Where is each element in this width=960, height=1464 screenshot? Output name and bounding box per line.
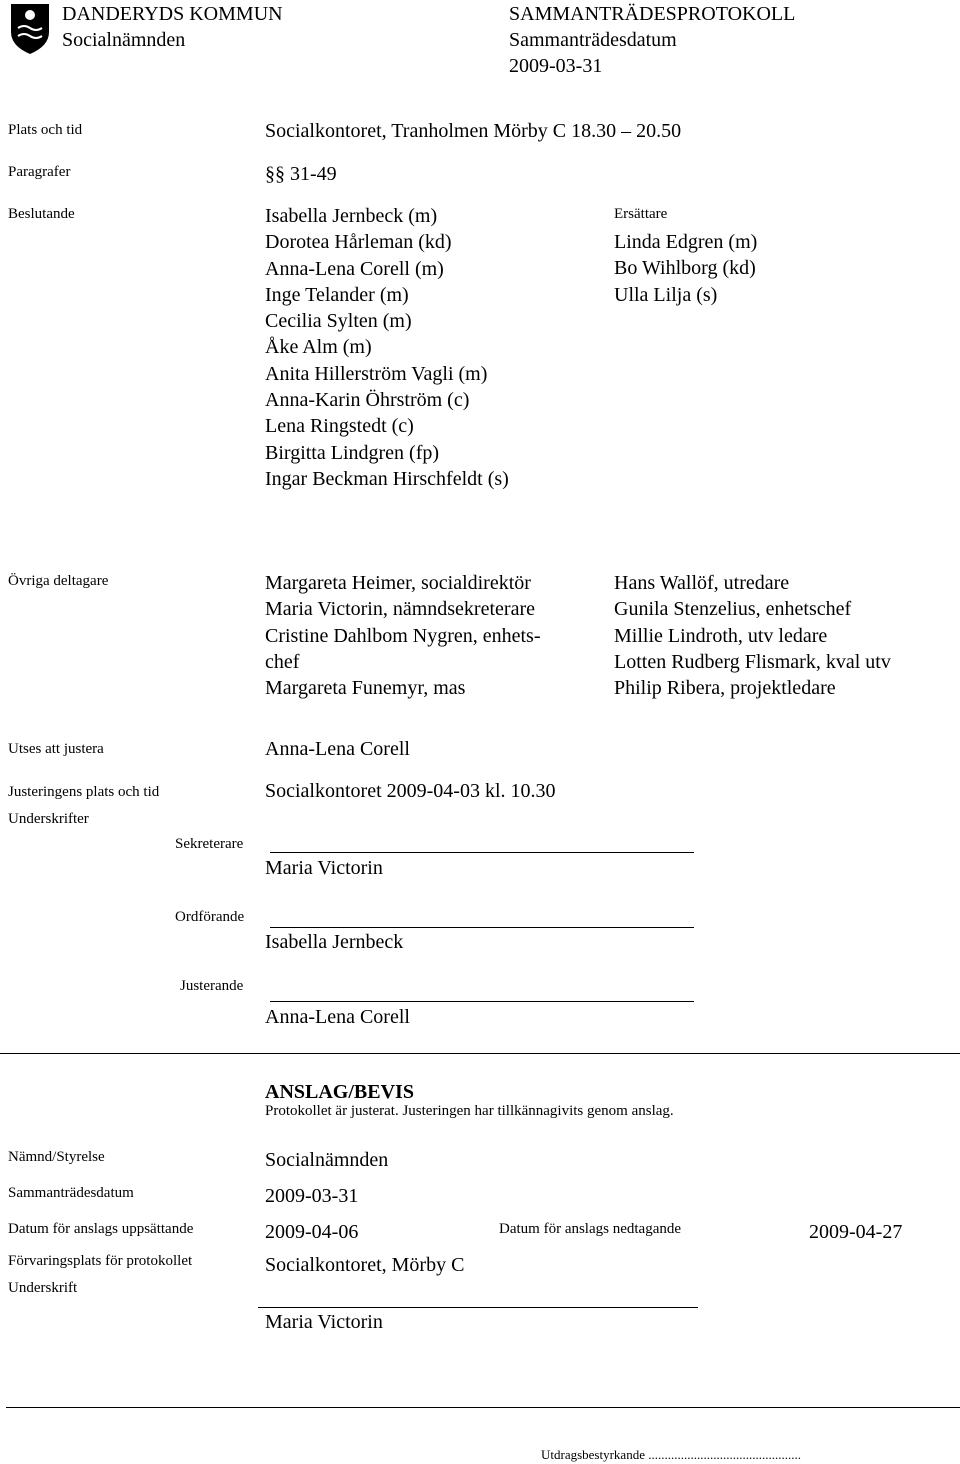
list-item: Birgitta Lindgren (fp) (265, 441, 440, 464)
list-item: Anna-Lena Corell (m) (265, 257, 444, 280)
notice-title: ANSLAG/BEVIS (265, 1081, 414, 1103)
signatures-label: Underskrifter (8, 811, 89, 827)
place-time-value: Socialkontoret, Tranholmen Mörby C 18.30 – 20.50 (265, 120, 682, 142)
notice-meeting-date-label: Sammanträdesdatum (8, 1185, 134, 1201)
removed-date-label: Datum för anslags nedtagande (499, 1221, 682, 1237)
adjustment-place-time-value: Socialkontoret 2009-04-03 kl. 10.30 (265, 780, 556, 802)
removed-date-value: 2009-04-27 (809, 1221, 903, 1243)
other-participants-left (265, 570, 541, 701)
adjuster-signature-line (270, 1001, 694, 1002)
extract-label: Utdragsbestyrkande (541, 1447, 645, 1462)
list-item: Millie Lindroth, utv ledare (614, 624, 828, 647)
list-item: Linda Edgren (m) (614, 231, 758, 253)
list-item: Cristine Dahlbom Nygren, enhets- (265, 624, 541, 647)
org-name: DANDERYDS KOMMUN (62, 3, 283, 25)
section-divider (0, 1053, 960, 1054)
notice-signature-line (258, 1307, 698, 1308)
board-label: Nämnd/Styrelse (8, 1149, 105, 1165)
list-item: Anna-Karin Öhrström (c) (265, 389, 470, 412)
storage-value: Socialkontoret, Mörby C (265, 1254, 465, 1276)
list-item: Gunila Stenzelius, enhetschef (614, 598, 852, 621)
secretary-label: Sekreterare (175, 836, 244, 852)
storage-label: Förvaringsplats för protokollet (8, 1253, 193, 1269)
paragraphs-label: Paragrafer (8, 164, 71, 180)
list-item: Dorotea Hårleman (kd) (265, 231, 452, 254)
posted-date-label: Datum för anslags uppsättande (8, 1221, 194, 1237)
adjustment-place-time-label: Justeringens plats och tid (8, 784, 160, 800)
list-item: Philip Ribera, projektledare (614, 677, 836, 700)
list-item: Anita Hillerström Vagli (m) (265, 362, 488, 385)
list-item: Hans Wallöf, utredare (614, 572, 790, 594)
notice-signature-label: Underskrift (8, 1280, 78, 1296)
place-time-label: Plats och tid (8, 122, 83, 138)
other-participants-label: Övriga deltagare (8, 573, 109, 589)
board-value: Socialnämnden (265, 1149, 389, 1171)
notice-text: Protokollet är justerat. Justeringen har tillkännagivits genom anslag. (265, 1103, 674, 1119)
list-item: Margareta Heimer, socialdirektör (265, 572, 531, 594)
list-item: Inge Telander (m) (265, 283, 409, 306)
adjuster-appointed-value: Anna-Lena Corell (265, 738, 410, 760)
chair-signature-line (270, 927, 694, 928)
list-item: Ingar Beckman Hirschfeldt (s) (265, 467, 509, 490)
secretary-signature-line (270, 852, 694, 853)
municipal-logo (10, 2, 50, 56)
chair-label: Ordförande (175, 909, 245, 925)
deciding-members-list (265, 203, 509, 492)
secretary-name: Maria Victorin (265, 857, 383, 879)
posted-date-value: 2009-04-06 (265, 1221, 359, 1243)
adjuster-appointed-label: Utses att justera (8, 741, 104, 757)
extract-certification (541, 1447, 801, 1463)
notice-meeting-date-value: 2009-03-31 (265, 1185, 359, 1207)
list-item: Cecilia Sylten (m) (265, 310, 412, 333)
list-item: Ulla Lilja (s) (614, 283, 718, 306)
list-item: Bo Wihlborg (kd) (614, 257, 756, 280)
document-type: SAMMANTRÄDESPROTOKOLL (509, 3, 796, 25)
adjuster-label: Justerande (180, 978, 244, 994)
substitutes-label: Ersättare (614, 206, 668, 222)
other-participants-right (614, 570, 891, 701)
paragraphs-value: §§ 31-49 (265, 163, 337, 185)
list-item: Lotten Rudberg Flismark, kval utv (614, 650, 891, 673)
footer-divider (6, 1407, 960, 1408)
notice-signature-name: Maria Victorin (265, 1311, 383, 1333)
list-item: Lena Ringstedt (c) (265, 415, 414, 438)
deciding-members-label: Beslutande (8, 206, 75, 222)
list-item: Åke Alm (m) (265, 336, 372, 359)
meeting-date: 2009-03-31 (509, 55, 603, 77)
adjuster-name: Anna-Lena Corell (265, 1006, 410, 1028)
list-item: Maria Victorin, nämndsekreterare (265, 598, 535, 621)
list-item: chef (265, 650, 300, 673)
list-item: Margareta Funemyr, mas (265, 677, 466, 700)
chair-name: Isabella Jernbeck (265, 931, 404, 953)
meeting-date-label: Sammanträdesdatum (509, 29, 677, 51)
substitutes-list (614, 229, 757, 308)
department-name: Socialnämnden (62, 29, 186, 51)
list-item: Isabella Jernbeck (m) (265, 205, 438, 227)
extract-dots: ............................................... (648, 1447, 801, 1462)
